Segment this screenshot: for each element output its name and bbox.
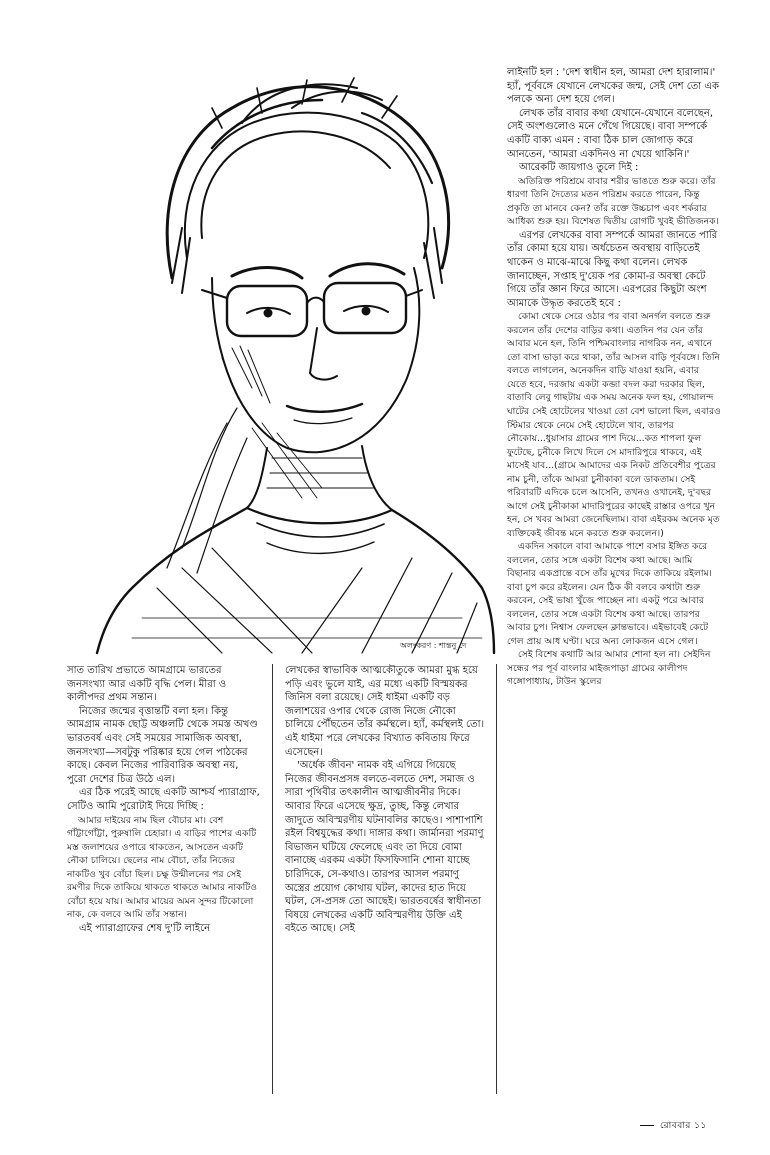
quoted-paragraph: কোমা থেকে সেরে ওঠার পর বাবা অনর্গল বলতে শুরু করলেন তাঁর দেশের বাড়ির কথা। এতদিন পর যেন তাঁর আবার মনে হল, তিনি পশ্চিমবাংলার নাগরিক নন, এখানে তো বাসা ভাড়া করে থাকা, তাঁর আসল বাড়ি পূর্ববঙ্গে। তিনি বলতে লাগলেন, অনেকদিন বাড়ি যাওয়া হয়নি, এবার যেতে হবে, দরজায় একটা কব্জা বদল করা দরকার ছিল, বাতাবি লেবু গাছটায় এক সময় অনেক ফল হয়, গোয়ালন্দ ঘাটের সেই হোটেলের খাওয়া তো বেশ ভালো ছিল, এবারও স্টিমার থেকে নেমে সেই হোটেলে খাব, তারপর নৌকোয়...ধুয়াসার গ্রামের পাশ দিয়ে...কত শাপলা ফুল ফুটেছে, চুনীকে লিখে দিলে সে মাদারিপুরে থাকবে, এই মাসেই যাব...(গ্রামে আমাদের এক নিকট প্রতিবেশীর পুত্রের নাম চুনী, তাঁকে আমরা চুনীকাকা বলে ডাকতাম। সেই পরিবারটি এদিকে চলে আসেনি, তখনও ওখানেই, দু'বছর আগে সেই চুনীকাকা মাদারিপুরের কাছেই রাস্তার ওপরে খুন হন, সে খবর আমরা জেনেছিলাম। বাবা এইরকম অনেক মৃত ব্যক্তিকেই জীবন্ত মনে করতে শুরু করলেন।) bbox=[507, 311, 721, 539]
footer-rule bbox=[640, 1125, 654, 1126]
quoted-paragraph: অতিরিক্ত পরিশ্রমে বাবার শরীর ভাঙতে শুরু করে। তাঁর ধারণা তিনি দৈত্যের মতন পরিশ্রম করতে পারেন, কিন্তু প্রকৃতি তা মানবে কেন? তাঁর রক্তে উচ্চচাপ এবং শর্করার আধিক্য শুরু হয়। বিশেষত দ্বিতীয় রোগটি খুবই ভীতিজনক। bbox=[507, 175, 719, 228]
paragraph: আরেকটি জায়গাও তুলে দিই : bbox=[519, 162, 639, 174]
article-column-left bbox=[67, 664, 260, 935]
page-footer bbox=[640, 1118, 707, 1133]
paragraph: লাইনটি হল : 'দেশ স্বাধীন হল, আমরা দেশ হারালাম।' হ্যাঁ, পূর্ববঙ্গে যেখানে লেখকের জন্ম, সেই দেশ তো এক পলকে অন্য দেশ হয়ে গেল। bbox=[507, 67, 719, 106]
paragraph: সাত তারিখ প্রভাতে আমগ্রামে ভারতের জনসংখ্যা আর একটি বৃদ্ধি পেল। মীরা ও কালীপদর প্রথম সন্তান। bbox=[67, 665, 227, 704]
portrait-sketch bbox=[62, 28, 498, 660]
portrait-illustration bbox=[62, 28, 498, 660]
quoted-paragraph: আমার দাইয়ের নাম ছিল বৌচার মা। বেশ গাঁট্টাগোঁট্টা, পুরুষালি চেহারা। এ বাড়ির পাশের একটি মস্ত জলাশয়ের ওপারে থাকতেন, আসতেন একটি নৌকা চালিয়ে। ছেলের নাম বৌচা, তাঁর নিজের নাকটিও খুব বোঁচা ছিল। চক্ষু উন্মীলনের পর সেই রমণীর দিকে তাকিয়ে থাকতে থাকতে আমার নাকটিও বোঁচা হয়ে যায়। আমার মায়ের অমন সুন্দর টিকোলো নাক, কে বলবে আমি তাঁর সন্তান। bbox=[67, 814, 257, 921]
article-column-middle bbox=[285, 664, 485, 936]
quoted-paragraph: একদিন সকালে বাবা আমাকে পাশে বসার ইঙ্গিত করে বললেন, তোর সঙ্গে একটা বিশেষ কথা আছে। আমি বিছানার একপ্রান্তে বসে তাঁর মুখের দিকে তাকিয়ে রইলাম। বাবা চুপ করে রইলেন। যেন ঠিক কী বলবে কথাটা শুরু করবেন, সেই ভাষা খুঁজে পাচ্ছেন না। একটু পরে আবার বললেন, তোর সঙ্গে একটা বিশেষ কথা আছে। তারপর আবার চুপ। নিশ্বাস ফেলছেন ক্লান্তভাবে। এইভাবেই কেটে গেল প্রায় আধ ঘণ্টা। ঘরে অন্য লোকজন এসে গেল। bbox=[507, 541, 712, 647]
paragraph: এর ঠিক পরেই আছে একটি আশ্চর্য প্যারাগ্রাফ, সেটিও আমি পুরোটাই দিয়ে দিচ্ছি : bbox=[67, 787, 260, 812]
paragraph: নিজের জন্মের বৃত্তান্তটি বলা হল। কিন্তু আমগ্রাম নামক ছোট্ট অঞ্চলটি থেকে সমস্ত অখণ্ড ভারতবর্ষ এবং সেই সময়ের সামাজিক অবস্থা, জনসংখ্যা—সবটুকু পরিষ্কার হয়ে গেল পাঠকের কাছে। কেবল নিজের পারিবারিক অবস্থা নয়, পুরো দেশের চিত্র উঠে এল। bbox=[67, 705, 258, 785]
column-divider bbox=[272, 664, 273, 1094]
section-name: রোববার bbox=[660, 1121, 691, 1131]
paragraph: এই প্যারাগ্রাফের শেষ দু'টি লাইনে bbox=[79, 922, 211, 934]
article-column-right bbox=[507, 66, 721, 689]
column-divider bbox=[496, 664, 497, 1094]
paragraph: এরপর লেখকের বাবা সম্পর্কে আমরা জানতে পারি তাঁর কোমা হয়ে যায়। অর্ধচেতন অবস্থায় বাড়িতেই থাকেন ও মাঝে-মাঝে কিছু কথা বলেন। লেখক জানাচ্ছেন, সপ্তাহ দু'য়েক পর কোমা-র অবস্থা কেটে গিয়ে তাঁর জ্ঞান ফিরে আসে। এরপরের কিছুটা অংশ আমাকে উদ্ধৃত করতেই হবে : bbox=[507, 229, 718, 309]
illustration-credit: অলংকরণ : শান্তনু দে bbox=[400, 641, 467, 650]
paragraph: লেখকের স্বাভাবিক আত্মকৌতুকে আমরা মুগ্ধ হয়ে পড়ি এবং ভুলে যাই, এর মধ্যে একটি বিস্ময়কর জিনিস বলা রয়েছে। সেই ধাইমা একটি বড় জলাশয়ের ওপার থেকে রোজ নিজে নৌকো চালিয়ে পৌঁছতেন তাঁর কর্মস্থলে। হ্যাঁ, কর্মস্থলই তো। এই ধাইমা পরে লেখকের বিখ্যাত কবিতায় ফিরে এসেছেন। bbox=[285, 665, 485, 758]
page-number: ১১ bbox=[694, 1121, 707, 1131]
quoted-paragraph: সেই বিশেষ কথাটি আর আমার শোনা হল না। সেইদিন সন্ধের পর পূর্ব বাংলার মাইজপাড়া গ্রামের কালীপদ গঙ্গোপাধ্যায়, টাউন স্কুলের bbox=[507, 649, 711, 688]
paragraph: 'অর্ধেক জীবন' নামক বই এগিয়ে গিয়েছে নিজের জীবনপ্রসঙ্গ বলতে-বলতে দেশ, সমাজ ও সারা পৃথিবীর তৎকালীন আত্মজীবনীর দিকে। আবার ফিরে এসেছে ক্ষুদ্র, তুচ্ছ, কিন্তু লেখার জাদুতে অবিস্মরণীয় ঘটনাবলির কাছেও। পাশাপাশি রইল বিশ্বযুদ্ধের কথা। দাঙ্গার কথা। জার্মানরা পরমাণু বিভাজন ঘটিয়ে ফেলেছে এবং তা দিয়ে বোমা বানাচ্ছে এরকম একটা ফিসফিসানি শোনা যাচ্ছে চারিদিকে, সে-কথাও। তারপর আসল পরমাণু অস্ত্রের প্রয়োগ কোথায় ঘটল, কাদের হাত দিয়ে ঘটল, সে-প্রসঙ্গ তো আছেই। ভারতবর্ষের স্বাধীনতা বিষয়ে লেখকের একটি অবিস্মরণীয় উক্তি এই বইতে আছে। সেই bbox=[285, 760, 484, 935]
paragraph: লেখক তাঁর বাবার কথা যেখানে-যেখানে বলেছেন, সেই অংশগুলোও মনে গেঁথে গিয়েছে। বাবা সম্পর্কে একটি বাক্য এমন : বাবা ঠিক চাল জোগাড় করে আনতেন, 'আমরা একদিনও না খেয়ে থাকিনি।' bbox=[507, 107, 714, 160]
